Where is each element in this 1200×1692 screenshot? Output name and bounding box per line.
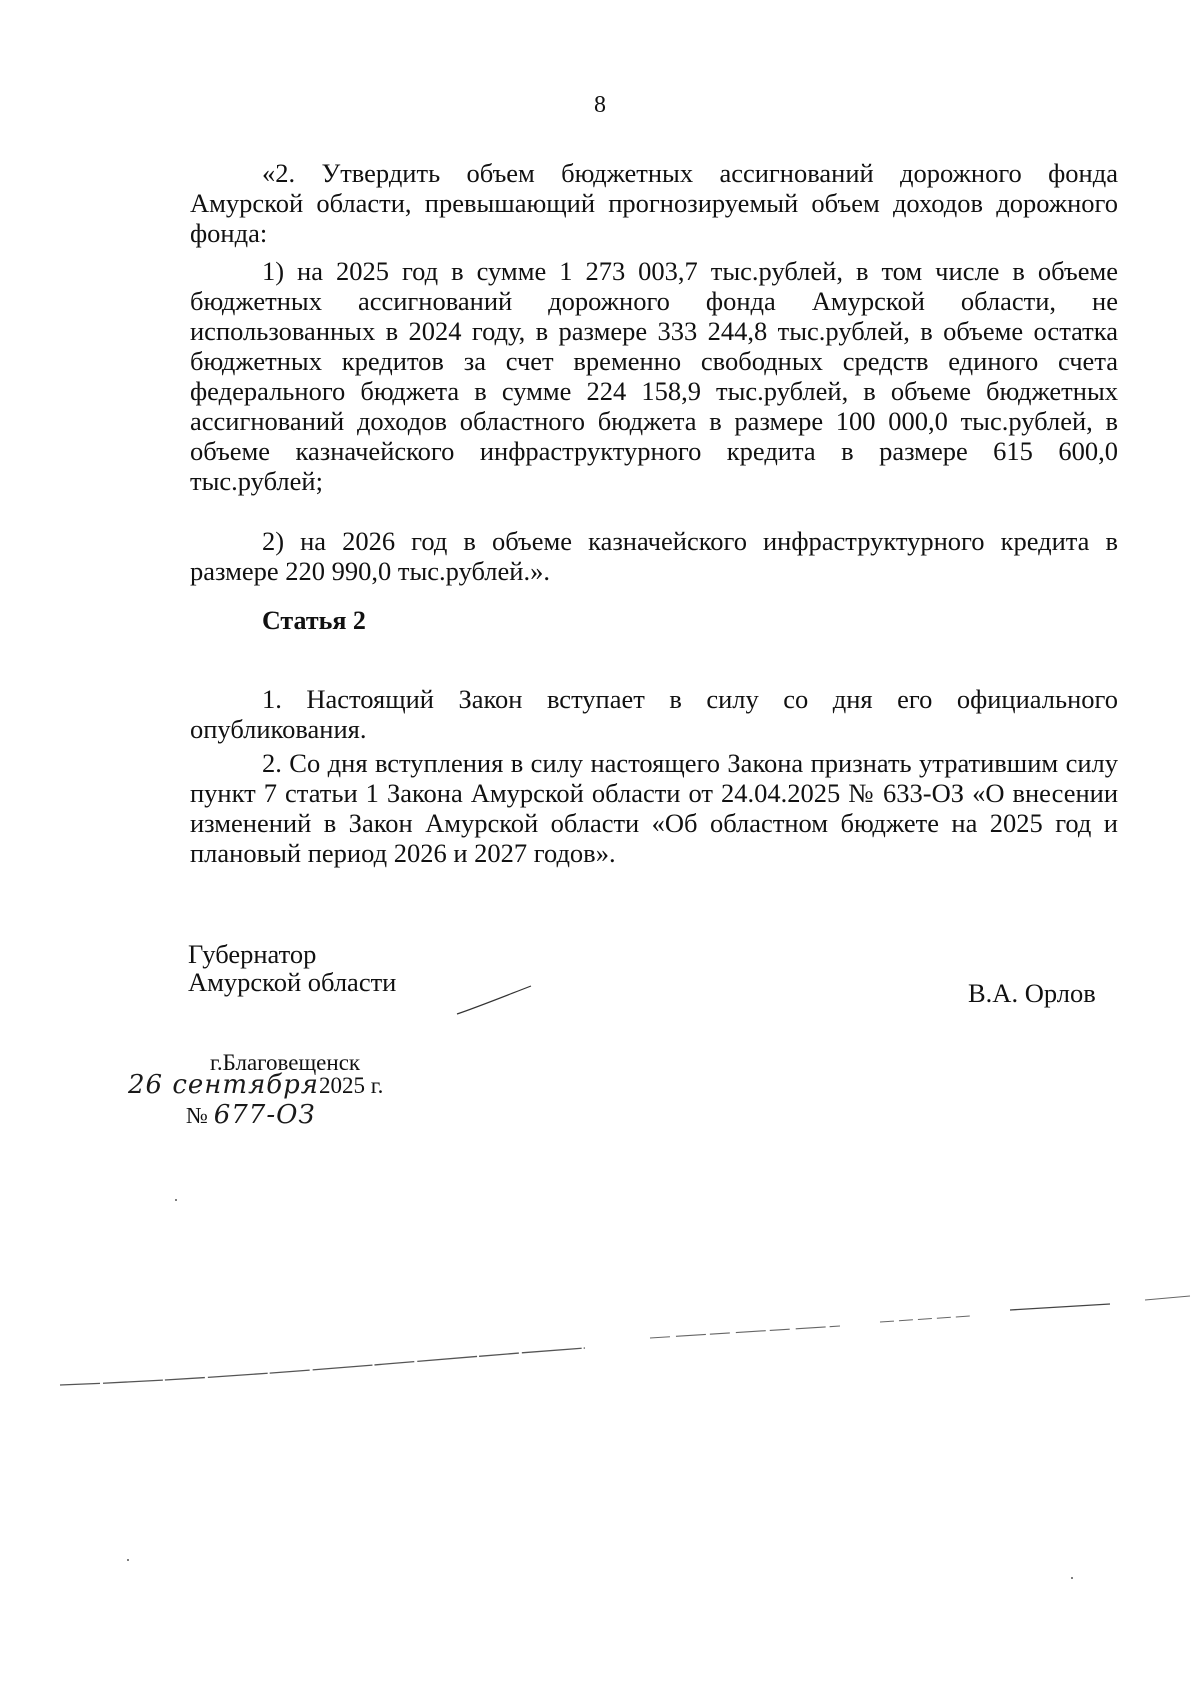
article-heading: Статья 2	[262, 606, 366, 635]
handwritten-number: 677-ОЗ	[213, 1100, 316, 1130]
paragraph-item-2: 2) на 2026 год в объеме казначейского инфраструктурного кредита в размере 220 990,0 тыс.рублей.».	[190, 526, 1118, 586]
page-number: 8	[594, 92, 606, 118]
article-paragraph-2: 2. Со дня вступления в силу настоящего Закона признать утратившим силу пункт 7 статьи 1 Закона Амурской области от 24.04.2025 № 633-ОЗ «О внесении изменений в Закон Амурской области «Об областном бюджете на 2025 год и плановый период 2026 и 2027 годов».	[190, 748, 1118, 868]
signatory-name: В.А. Орлов	[968, 978, 1096, 1008]
signatory-title-line-2: Амурской области	[188, 967, 397, 997]
paragraph-intro: «2. Утвердить объем бюджетных ассигнований дорожного фонда Амурской области, превышающий прогнозируемый объем доходов дорожного фонда:	[190, 158, 1118, 248]
date-year: 2025 г.	[319, 1073, 384, 1098]
article-paragraph-1: 1. Настоящий Закон вступает в силу со дня его официального опубликования.	[190, 684, 1118, 744]
handwritten-date: 26 сентября	[128, 1070, 320, 1100]
signatory-title-line-1: Губернатор	[188, 939, 317, 969]
number-prefix: №	[186, 1103, 208, 1128]
paragraph-item-1: 1) на 2025 год в сумме 1 273 003,7 тыс.рублей, в том числе в объеме бюджетных ассигнований дорожного фонда Амурской области, не использованных в 2024 году, в размере 333 244,8 тыс.рублей, в объеме остатка бюджетных кредитов за счет временно свободных средств единого счета федерального бюджета в сумме 224 158,9 тыс.рублей, в объеме бюджетных ассигнований доходов областного бюджета в размере 100 000,0 тыс.рублей, в объеме казначейского инфраструктурного кредита в размере 615 600,0 тыс.рублей;	[190, 256, 1118, 496]
place-of-signing: г.Благовещенск	[210, 1050, 361, 1075]
